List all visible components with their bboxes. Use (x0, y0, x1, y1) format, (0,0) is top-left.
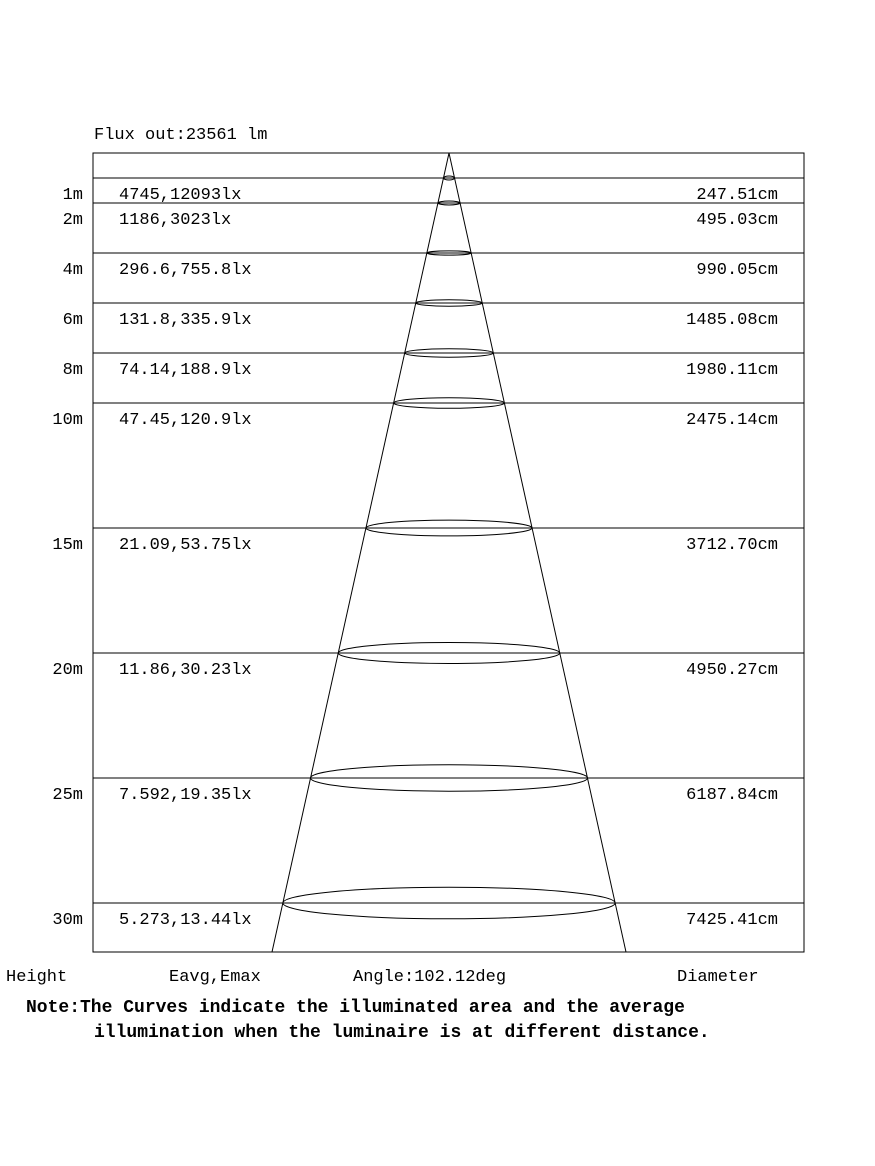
diameter-value: 247.51cm (696, 186, 778, 205)
diameter-value: 1980.11cm (686, 361, 778, 380)
beam-angle-label: Angle:102.12deg (353, 968, 507, 987)
height-label: 2m (62, 211, 83, 230)
height-label: 20m (52, 661, 83, 680)
note-line-2: illumination when the luminaire is at different distance. (94, 1023, 710, 1043)
illuminance-value: 74.14,188.9lx (119, 361, 252, 380)
diameter-value: 2475.14cm (686, 411, 778, 430)
beam-edge-right (449, 153, 626, 952)
height-column-label: Height (6, 968, 68, 987)
diameter-value: 990.05cm (696, 261, 778, 280)
diameter-value: 3712.70cm (686, 536, 778, 555)
note-line-1: Note:The Curves indicate the illuminated area and the average (26, 998, 685, 1018)
diameter-value: 7425.41cm (686, 911, 778, 930)
illuminance-value: 4745,12093lx (119, 186, 242, 205)
height-label: 30m (52, 911, 83, 930)
illuminance-value: 5.273,13.44lx (119, 911, 252, 930)
illuminance-value: 11.86,30.23lx (119, 661, 252, 680)
illuminance-value: 296.6,755.8lx (119, 261, 252, 280)
illuminance-value: 47.45,120.9lx (119, 411, 252, 430)
height-label: 8m (62, 361, 83, 380)
diameter-column-label: Diameter (677, 968, 759, 987)
illuminance-value: 7.592,19.35lx (119, 786, 252, 805)
height-label: 25m (52, 786, 83, 805)
diameter-value: 495.03cm (696, 211, 778, 230)
illuminance-value: 21.09,53.75lx (119, 536, 252, 555)
height-label: 10m (52, 411, 83, 430)
height-label: 4m (62, 261, 83, 280)
height-label: 15m (52, 536, 83, 555)
flux-label: Flux out:23561 lm (94, 126, 268, 145)
height-label: 6m (62, 311, 83, 330)
illuminance-value: 131.8,335.9lx (119, 311, 252, 330)
diameter-value: 4950.27cm (686, 661, 778, 680)
beam-edge-left (272, 153, 449, 952)
diameter-value: 1485.08cm (686, 311, 778, 330)
height-label: 1m (62, 186, 83, 205)
diameter-value: 6187.84cm (686, 786, 778, 805)
note-text (26, 996, 710, 1046)
illuminance-column-label: Eavg,Emax (169, 968, 261, 987)
illuminance-value: 1186,3023lx (119, 211, 232, 230)
